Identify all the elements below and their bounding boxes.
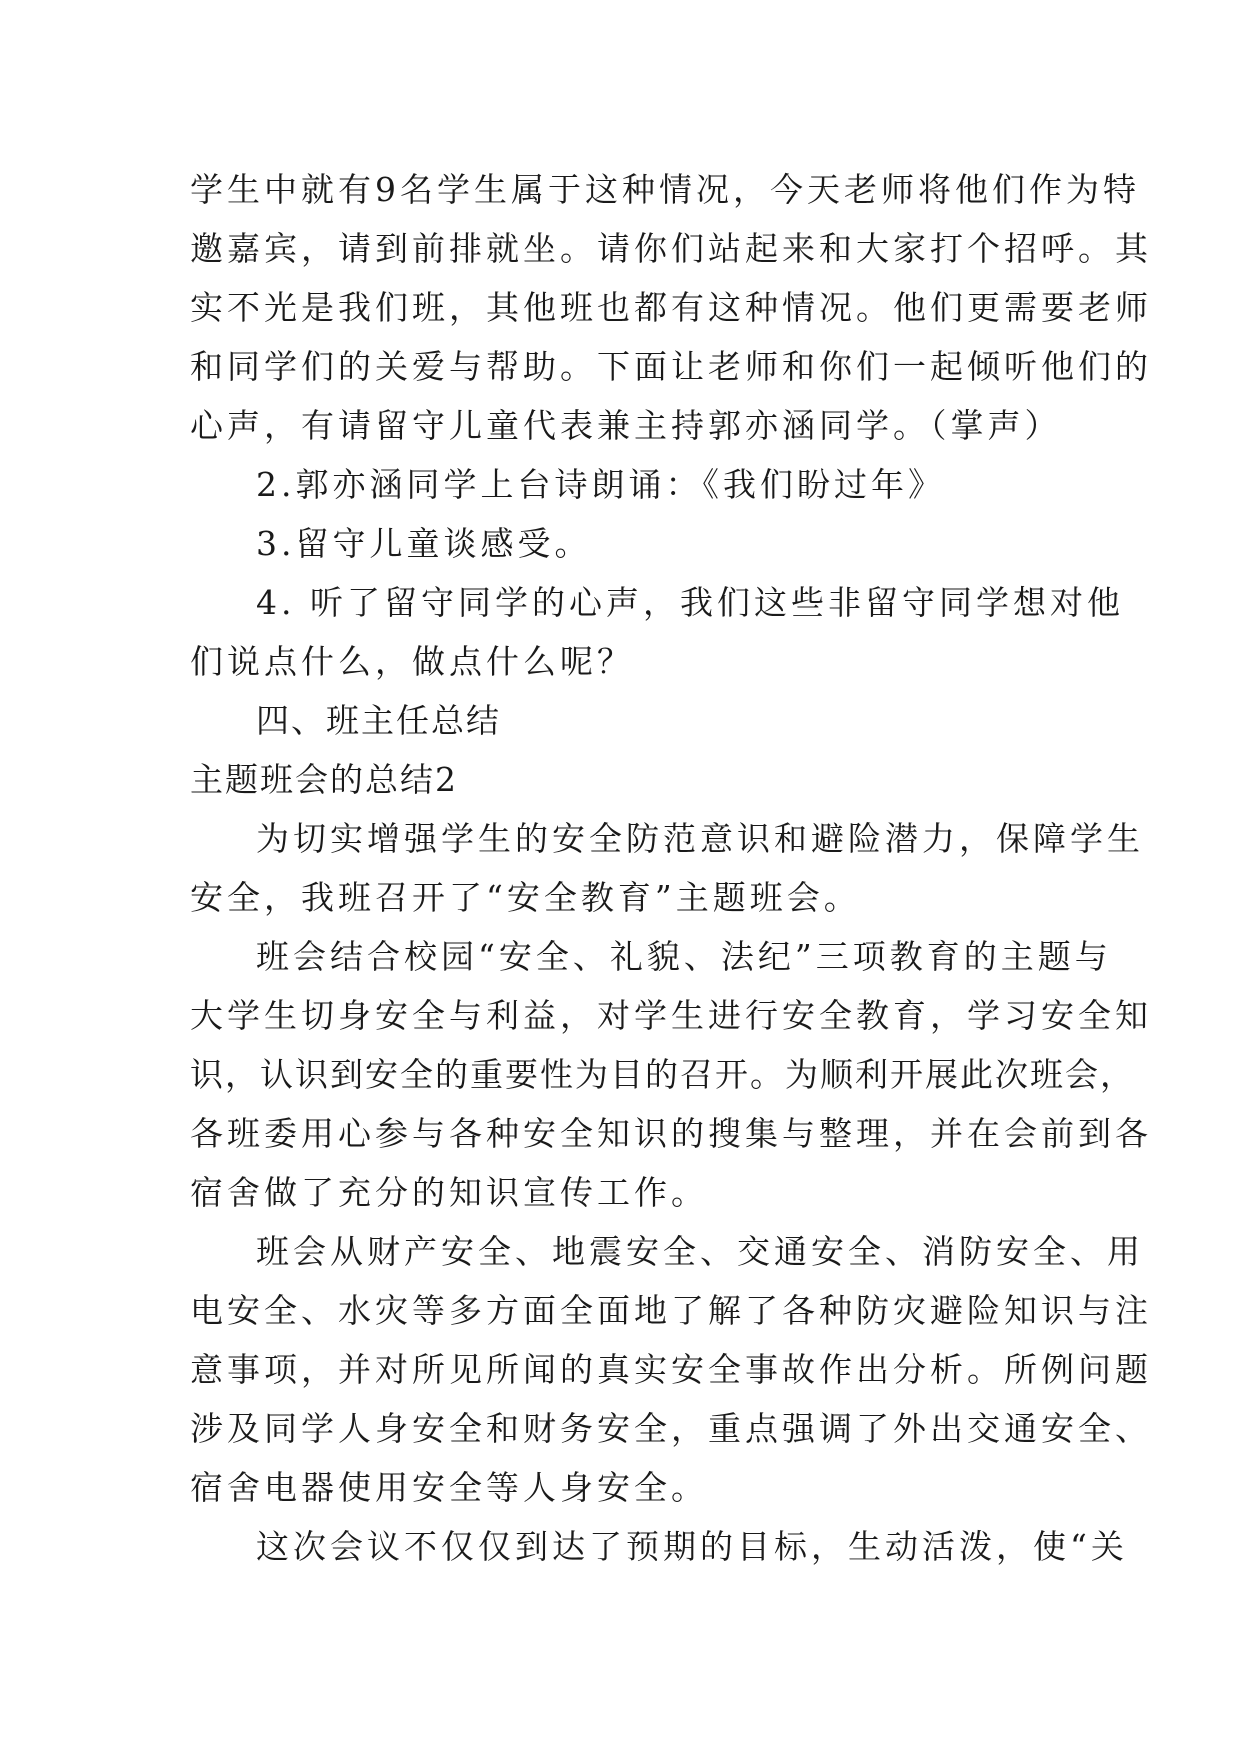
body-text-line: 学生中就有9名学生属于这种情况，今天老师将他们作为特 xyxy=(190,170,1140,209)
list-item: 3.留守儿童谈感受。 xyxy=(256,524,592,563)
body-text-line: 宿舍电器使用安全等人身安全。 xyxy=(190,1468,708,1507)
body-text-line: 和同学们的关爱与帮助。下面让老师和你们一起倾听他们的 xyxy=(190,347,1152,386)
body-text-line: 宿舍做了充分的知识宣传工作。 xyxy=(190,1173,708,1212)
body-text-line: 安全，我班召开了“安全教育”主题班会。 xyxy=(190,878,861,917)
body-text-line: 们说点什么，做点什么呢？ xyxy=(190,642,634,681)
body-text-line: 大学生切身安全与利益，对学生进行安全教育，学习安全知 xyxy=(190,996,1152,1035)
body-text-line: 邀嘉宾，请到前排就坐。请你们站起来和大家打个招呼。其 xyxy=(190,229,1152,268)
body-text-line: 电安全、水灾等多方面全面地了解了各种防灾避险知识与注 xyxy=(190,1291,1152,1330)
paragraph-start: 班会结合校园“安全、礼貌、法纪”三项教育的主题与 xyxy=(256,937,1112,976)
body-text-line: 实不光是我们班，其他班也都有这种情况。他们更需要老师 xyxy=(190,288,1152,327)
list-item: 4. 听了留守同学的心声，我们这些非留守同学想对他 xyxy=(256,583,1124,622)
body-text-line: 心声，有请留守儿童代表兼主持郭亦涵同学。（掌声） xyxy=(190,406,1062,445)
body-text-line: 意事项，并对所见所闻的真实安全事故作出分析。所例问题 xyxy=(190,1350,1152,1389)
document-title: 主题班会的总结2 xyxy=(190,760,458,799)
section-heading: 四、班主任总结 xyxy=(256,701,501,740)
paragraph-start: 为切实增强学生的安全防范意识和避险潜力，保障学生 xyxy=(256,819,1144,858)
list-item: 2.郭亦涵同学上台诗朗诵：《我们盼过年》 xyxy=(256,465,945,504)
paragraph-start: 班会从财产安全、地震安全、交通安全、消防安全、用 xyxy=(256,1232,1144,1271)
body-text-line: 各班委用心参与各种安全知识的搜集与整理，并在会前到各 xyxy=(190,1114,1152,1153)
body-text-line: 识，认识到安全的重要性为目的召开。为顺利开展此次班会， xyxy=(190,1055,1135,1094)
paragraph-start: 这次会议不仅仅到达了预期的目标，生动活泼，使“关 xyxy=(256,1527,1128,1566)
body-text-line: 涉及同学人身安全和财务安全，重点强调了外出交通安全、 xyxy=(190,1409,1152,1448)
